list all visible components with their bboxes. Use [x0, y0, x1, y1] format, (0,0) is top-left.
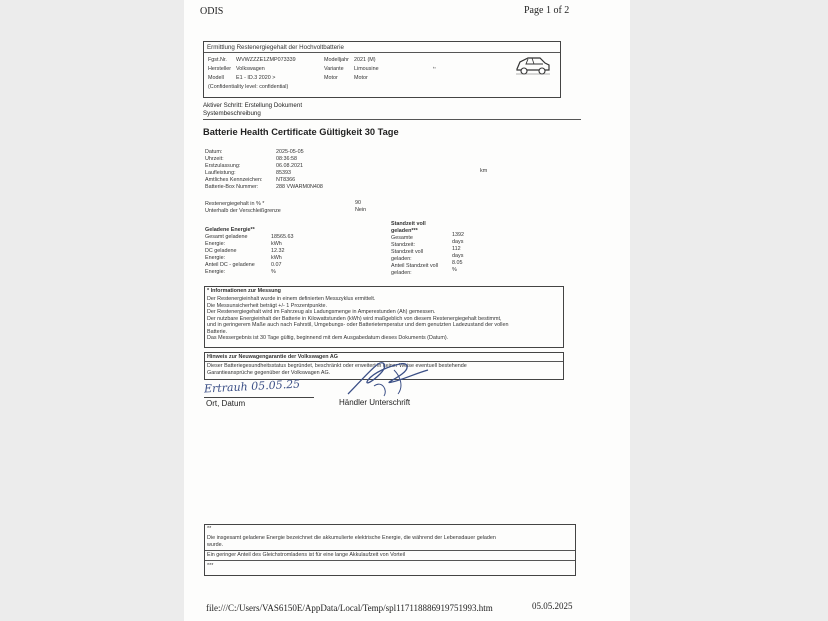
divider: [205, 560, 575, 561]
rest-energy-label: Restenergiegehalt in % *: [205, 201, 265, 207]
measurement-info-title: * Informationen zur Messung: [207, 288, 281, 294]
license-plate-value: NT8366: [276, 177, 296, 183]
mileage-unit: km: [480, 168, 488, 174]
standing-time-value: %: [452, 267, 457, 273]
vin-value: WVWZZZE1ZMP073339: [236, 57, 296, 63]
measurement-info-box: [204, 286, 564, 348]
standing-time-value: days: [452, 253, 464, 259]
charged-energy-value: %: [271, 269, 276, 275]
charged-energy-key: Energie:: [205, 241, 226, 247]
warranty-note-line: Dieser Batteriegesundheitsstatus begründet, beschränkt oder erweitert in keiner Weise eventuell bestehende: [207, 363, 467, 369]
charged-energy-value: kWh: [271, 241, 282, 247]
battery-box-value: 288 VWARM0N408: [276, 184, 323, 190]
footnote-line: Ein geringer Anteil des Gleichstromladens ist für eine lange Akkulaufzeit von Vorteil: [207, 552, 406, 558]
warranty-note-title: Hinweis zur Neuwagengarantie der Volkswagen AG: [207, 354, 338, 360]
place-date-label: Ort, Datum: [206, 399, 246, 408]
standing-time-key: geladen:: [391, 256, 412, 262]
time-value: 08:36:58: [276, 156, 297, 162]
measurement-info-line: Der Restenergieinhalt wurde in einem definierten Messzyklus ermittelt.: [207, 296, 376, 302]
document-page: [184, 0, 630, 621]
charged-energy-title: Geladene Energie**: [205, 227, 255, 233]
wear-limit-value: Nein: [355, 207, 367, 213]
battery-box-label: Batterie-Box Nummer:: [205, 184, 259, 190]
dealer-signature-label: Händler Unterschrift: [339, 398, 411, 407]
measurement-info-line: Der nutzbare Energieinhalt der Batterie in Kilowattstunden (kWh) wird maßgeblich von diesem Restenergiegehalt bestimmt,: [207, 315, 502, 322]
vehicle-info-box: [203, 41, 561, 98]
measurement-info-line: Der Restenergiegehalt wird im Fahrzeug als Ladungsmenge in Amperestunden (Ah) gemessen.: [207, 309, 436, 315]
standing-time-key: Standzeit voll: [391, 249, 424, 255]
footnote-marker: **: [207, 526, 212, 532]
motor-value: Motor: [354, 75, 368, 81]
mileage-value: 85393: [276, 170, 291, 176]
handwritten-place-date: Ertrauh 05.05.25: [203, 377, 301, 396]
model-year-label: Modelljahr: [324, 57, 349, 63]
certificate-title: Batterie Health Certificate Gültigkeit 30 Tage: [203, 127, 399, 137]
stray-mark: ʹ': [433, 67, 436, 74]
variant-label: Variante: [324, 66, 344, 72]
app-name: ODIS: [200, 6, 224, 17]
footnote-line: Die insgesamt geladene Energie bezeichnet die akkumulierte elektrische Energie, die während der Lebensdauer geladen: [207, 535, 496, 541]
first-registration-value: 06.08.2021: [276, 163, 303, 169]
standing-time-value: 1392: [452, 232, 464, 238]
dealer-signature: [344, 356, 434, 400]
car-icon: [514, 54, 552, 76]
model-year-value: 2021 (M): [354, 57, 376, 63]
date-label: Datum:: [205, 149, 223, 155]
charged-energy-key: Anteil DC - geladene: [205, 262, 255, 268]
page-number: Page 1 of 2: [524, 5, 570, 16]
manufacturer-value: Volkswagen: [236, 66, 265, 72]
charged-energy-key: Energie:: [205, 269, 226, 275]
measurement-info-line: Die Messunsicherheit beträgt +/- 1 Prozentpunkte.: [207, 302, 328, 309]
license-plate-label: Amtliches Kennzeichen:: [205, 177, 263, 183]
measurement-info-line: und in geringerem Maße auch nach Fahrstil, Umgebungs- oder Batterietemperatur und dem genutzten Ladezustand der vollen: [207, 322, 509, 328]
charged-energy-value: 0.07: [271, 262, 282, 268]
standing-time-key: Anteil Standzeit voll: [391, 263, 439, 269]
manufacturer-label: Hersteller: [208, 66, 232, 72]
standing-time-key: Standzeit:: [391, 242, 415, 248]
motor-label: Motor: [324, 75, 338, 81]
confidentiality-note: (Confidentiality level: confidential): [208, 84, 289, 90]
print-date: 05.05.2025: [532, 601, 573, 611]
charged-energy-key: Energie:: [205, 255, 226, 261]
divider: [203, 119, 581, 120]
footnote-line: wurde.: [207, 542, 224, 548]
standing-time-value: 112: [452, 246, 461, 252]
vehicle-box-title: Ermittlung Restenergiegehalt der Hochvoltbatterie: [207, 44, 344, 51]
divider: [204, 52, 560, 53]
measurement-info-line: Batterie.: [207, 328, 228, 335]
place-date-line: [204, 397, 314, 398]
charged-energy-value: kWh: [271, 255, 282, 261]
rest-energy-value: 90: [355, 200, 361, 206]
standing-time-key: geladen:: [391, 270, 412, 276]
wear-limit-label: Unterhalb der Verschleißgrenze: [205, 208, 281, 214]
measurement-info-line: Das Messergebnis ist 30 Tage gültig, beginnend mit dem Ausgabedatum dieses Dokuments (Datum).: [207, 335, 449, 341]
charged-energy-key: DC geladene: [205, 248, 237, 254]
file-path: file:///C:/Users/VAS6150E/AppData/Local/Temp/spl11711888691975199​3.htm: [206, 603, 493, 613]
warranty-note-line: Garantieansprüche gegenüber der Volkswagen AG.: [207, 370, 331, 376]
footnote-marker: ***: [207, 563, 214, 569]
charged-energy-value: 12.32: [271, 248, 285, 254]
charged-energy-key: Gesamt geladene: [205, 234, 248, 240]
system-description: Systembeschreibung: [203, 110, 261, 117]
standing-time-title: Standzeit voll geladen***: [391, 221, 426, 234]
time-label: Uhrzeit:: [205, 156, 224, 162]
first-registration-label: Erstzulassung:: [205, 163, 241, 169]
standing-time-key: Gesamte: [391, 235, 413, 241]
mileage-label: Laufleistung:: [205, 170, 236, 176]
date-value: 2025-05-05: [276, 149, 304, 155]
variant-value: Limousine: [354, 66, 379, 72]
charged-energy-value: 18565.63: [271, 234, 294, 240]
standing-time-value: days: [452, 239, 464, 245]
divider: [205, 550, 575, 551]
model-label: Modell: [208, 75, 224, 81]
vin-label: Fgst.Nr.: [208, 57, 227, 63]
active-step: Aktiver Schritt: Erstellung Dokument: [203, 102, 303, 109]
footnote-box: [204, 524, 576, 576]
standing-time-value: 8.05: [452, 260, 463, 266]
model-value: E1 - ID.3 2020 >: [236, 75, 276, 81]
